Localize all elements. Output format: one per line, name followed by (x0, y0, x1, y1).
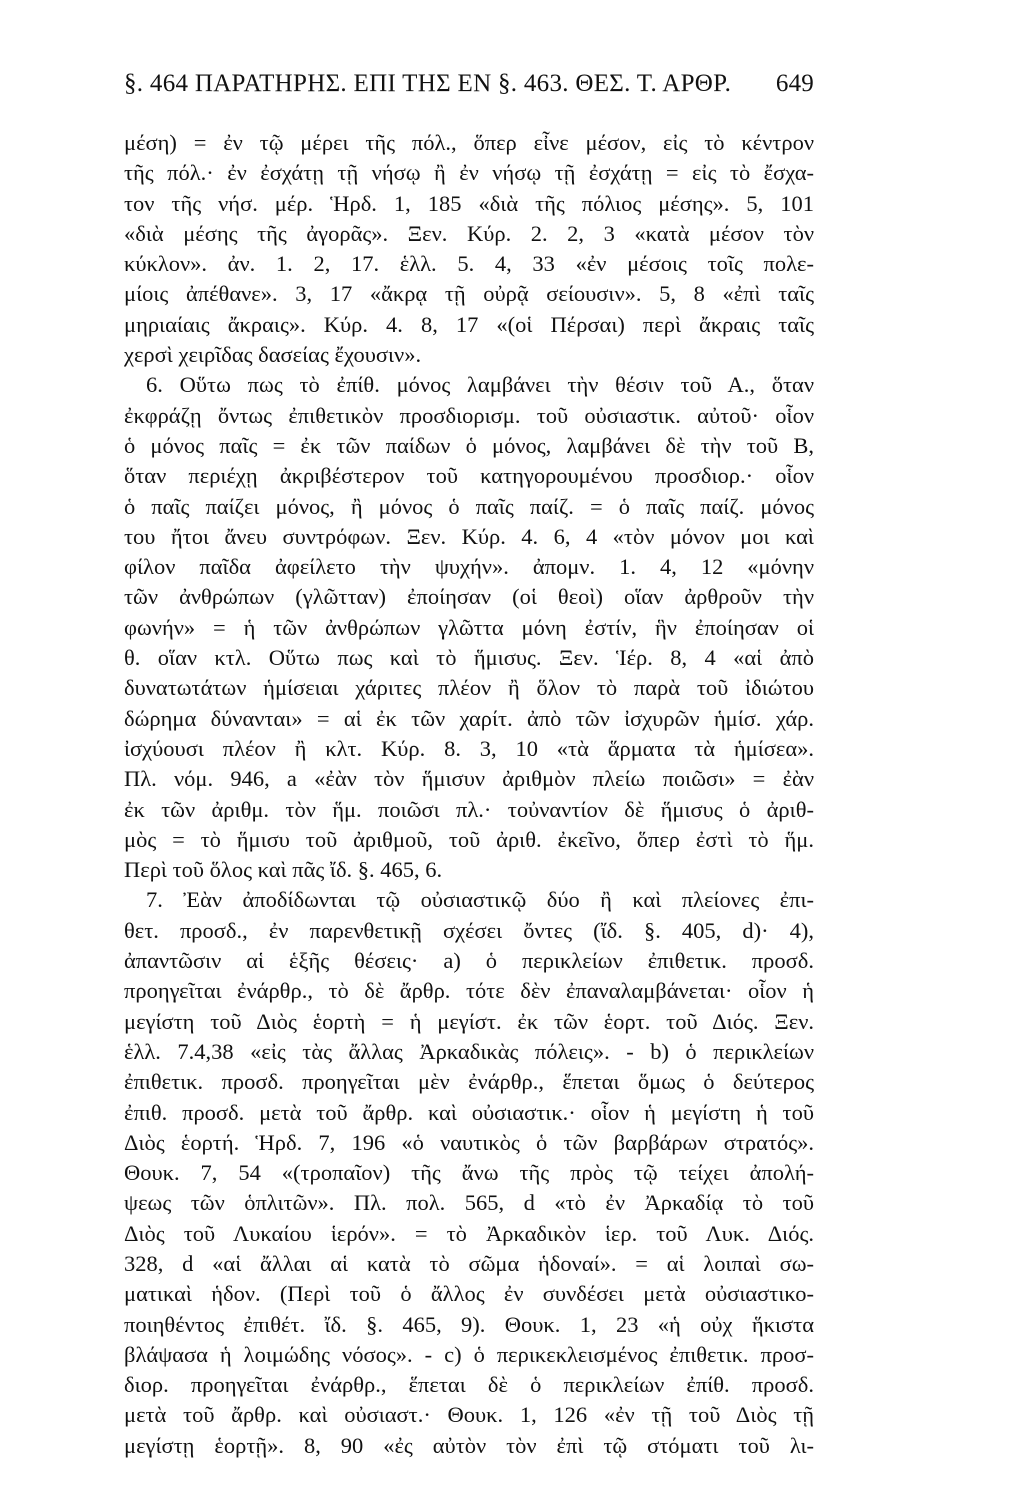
text-line: θετ. προσδ., ἐν παρενθετικῇ σχέσει ὄντες (ἴδ. §. 405, d)· 4), (124, 917, 814, 943)
text-line: βλάψασα ἡ λοιμώδης νόσος». - c) ὁ περικεκλεισμένος ἐπιθετικ. προσ- (124, 1341, 814, 1367)
text-line: τῆς πόλ.· ἐν ἐσχάτῃ τῇ νήσῳ ἢ ἐν νήσῳ τῇ ἐσχάτῃ = εἰς τὸ ἔσχα- (124, 160, 814, 186)
text-line: ὁ παῖς παίζει μόνος, ἢ μόνος ὁ παῖς παίζ. = ὁ παῖς παίζ. μόνος (124, 493, 814, 519)
text-line: μετὰ τοῦ ἄρθρ. καὶ οὐσιαστ.· Θουκ. 1, 126 «ἐν τῇ τοῦ Διὸς τῇ (124, 1402, 814, 1428)
text-line: προηγεῖται ἐνάρθρ., τὸ δὲ ἄρθρ. τότε δὲν ἐπαναλαμβάνεται· οἷον ἡ (124, 978, 814, 1004)
text-line: φωνήν» = ἡ τῶν ἀνθρώπων γλῶττα μόνη ἐστίν, ἣν ἐποίησαν οἱ (124, 614, 814, 640)
text-line: ποιηθέντος ἐπιθέτ. ἴδ. §. 465, 9). Θουκ. 1, 23 «ἡ οὐχ ἥκιστα (124, 1311, 814, 1337)
text-line: Διὸς ἑορτή. Ἡρδ. 7, 196 «ὁ ναυτικὸς ὁ τῶν βαρβάρων στρατός». (124, 1129, 814, 1155)
text-line: δυνατωτάτων ἡμίσειαι χάριτες πλέον ἢ ὅλον τὸ παρὰ τοῦ ἰδιώτου (124, 675, 814, 701)
text-line: 328, d «αἱ ἄλλαι αἱ κατὰ τὸ σῶμα ἡδοναί». = αἱ λοιπαὶ σω- (124, 1250, 814, 1276)
text-line: ἑλλ. 7.4,38 «εἰς τὰς ἄλλας Ἀρκαδικὰς πόλεις». - b) ὁ περικλείων (124, 1038, 814, 1064)
running-head (124, 70, 814, 110)
text-line: ματικαὶ ἡδον. (Περὶ τοῦ ὁ ἄλλος ἐν συνδέσει μετὰ οὐσιαστικο- (124, 1281, 814, 1307)
text-line: μεγίστη τοῦ Διὸς ἑορτὴ = ἡ μεγίστ. ἐκ τῶν ἑορτ. τοῦ Διός. Ξεν. (124, 1008, 814, 1034)
page-number: 649 (775, 70, 814, 97)
text-line: ἐπιθ. προσδ. μετὰ τοῦ ἄρθρ. καὶ οὐσιαστικ.· οἷον ἡ μεγίστη ἡ τοῦ (124, 1099, 814, 1125)
text-line: ἐπιθετικ. προσδ. προηγεῖται μὲν ἐνάρθρ., ἕπεται ὅμως ὁ δεύτερος (124, 1069, 814, 1095)
text-line: μὸς = τὸ ἥμισυ τοῦ ἀριθμοῦ, τοῦ ἀριθ. ἐκεῖνο, ὅπερ ἐστὶ τὸ ἥμ. (124, 826, 814, 852)
text-line: κύκλον». ἀν. 1. 2, 17. ἑλλ. 5. 4, 33 «ἐν μέσοις τοῖς πολε- (124, 251, 814, 277)
text-line: μέση) = ἐν τῷ μέρει τῆς πόλ., ὅπερ εἶνε μέσον, εἰς τὸ κέντρον (124, 130, 814, 155)
text-line: τῶν ἀνθρώπων (γλῶτταν) ἐποίησαν (οἱ θεοὶ) οἵαν ἀρθροῦν τὴν (124, 584, 814, 610)
text-line: μίοις ἀπέθανε». 3, 17 «ἄκρᾳ τῇ οὐρᾷ σείουσιν». 5, 8 «ἐπὶ ταῖς (124, 281, 814, 307)
text-body (124, 128, 814, 1461)
text-line: ἐκ τῶν ἀριθμ. τὸν ἥμ. ποιῶσι πλ.· τοὐναντίον δὲ ἥμισυς ὁ ἀριθ- (124, 796, 814, 822)
text-line: «διὰ μέσης τῆς ἀγορᾶς». Ξεν. Κύρ. 2. 2, 3 «κατὰ μέσον τὸν (124, 220, 814, 246)
document-page (124, 70, 814, 1461)
text-line: Περὶ τοῦ ὅλος καὶ πᾶς ἴδ. §. 465, 6. (124, 857, 443, 883)
text-line: μηριαίαις ἄκραις». Κύρ. 4. 8, 17 «(οἱ Πέρσαι) περὶ ἄκραις ταῖς (124, 311, 814, 337)
text-line: ψεως τῶν ὁπλιτῶν». Πλ. πολ. 565, d «τὸ ἐν Ἀρκαδίᾳ τὸ τοῦ (124, 1190, 814, 1216)
text-line: μεγίστῃ ἑορτῇ». 8, 90 «ἐς αὐτὸν τὸν ἐπὶ τῷ στόματι τοῦ λι- (124, 1432, 814, 1458)
text-line: ὅταν περιέχῃ ἀκριβέστερον τοῦ κατηγορουμένου προσδιορ.· οἷον (124, 463, 814, 489)
text-line: φίλον παῖδα ἀφείλετο τὴν ψυχήν». ἀπομν. 1. 4, 12 «μόνην (124, 554, 814, 580)
text-line: ἀπαντῶσιν αἱ ἑξῆς θέσεις· a) ὁ περικλείων ἐπιθετικ. προσδ. (124, 948, 814, 974)
text-line: 6. Οὕτω πως τὸ ἐπίθ. μόνος λαμβάνει τὴν θέσιν τοῦ Α., ὅταν (146, 372, 814, 398)
text-line: δώρημα δύνανται» = αἱ ἐκ τῶν χαρίτ. ἀπὸ τῶν ἰσχυρῶν ἡμίσ. χάρ. (124, 705, 814, 731)
text-line: Διὸς τοῦ Λυκαίου ἱερόν». = τὸ Ἀρκαδικὸν ἱερ. τοῦ Λυκ. Διός. (124, 1220, 814, 1246)
text-line: Θουκ. 7, 54 «(τροπαῖον) τῆς ἄνω τῆς πρὸς τῷ τείχει ἀπολή- (124, 1160, 814, 1186)
text-line: Πλ. νόμ. 946, a «ἐὰν τὸν ἥμισυν ἀριθμὸν πλείω ποιῶσι» = ἐὰν (124, 766, 814, 792)
text-line: ὁ μόνος παῖς = ἐκ τῶν παίδων ὁ μόνος, λαμβάνει δὲ τὴν τοῦ Β, (124, 432, 814, 458)
running-head-title: §. 464 ΠΑΡΑΤΗΡΗΣ. ΕΠΙ ΤΗΣ ΕΝ §. 463. ΘΕΣ. Τ. ΑΡΘΡ. (124, 70, 732, 97)
text-line: 7. Ἐὰν ἀποδίδωνται τῷ οὐσιαστικῷ δύο ἢ καὶ πλείονες ἐπι- (146, 887, 814, 913)
text-line: του ἤτοι ἄνευ συντρόφων. Ξεν. Κύρ. 4. 6, 4 «τὸν μόνον μοι καὶ (124, 523, 814, 549)
text-line: θ. οἵαν κτλ. Οὕτω πως καὶ τὸ ἥμισυς. Ξεν. Ἱέρ. 8, 4 «αἱ ἀπὸ (124, 645, 814, 671)
text-line: τον τῆς νήσ. μέρ. Ἡρδ. 1, 185 «διὰ τῆς πόλιος μέσης». 5, 101 (124, 190, 814, 216)
text-line: χερσὶ χειρῖδας δασείας ἔχουσιν». (124, 342, 422, 368)
text-line: διορ. προηγεῖται ἐνάρθρ., ἕπεται δὲ ὁ περικλείων ἐπίθ. προσδ. (124, 1372, 814, 1398)
text-line: ἐκφράζῃ ὄντως ἐπιθετικὸν προσδιορισμ. τοῦ οὐσιαστικ. αὐτοῦ· οἷον (124, 402, 814, 428)
text-line: ἰσχύουσι πλέον ἢ κλτ. Κύρ. 8. 3, 10 «τὰ ἅρματα τὰ ἡμίσεα». (124, 735, 814, 761)
